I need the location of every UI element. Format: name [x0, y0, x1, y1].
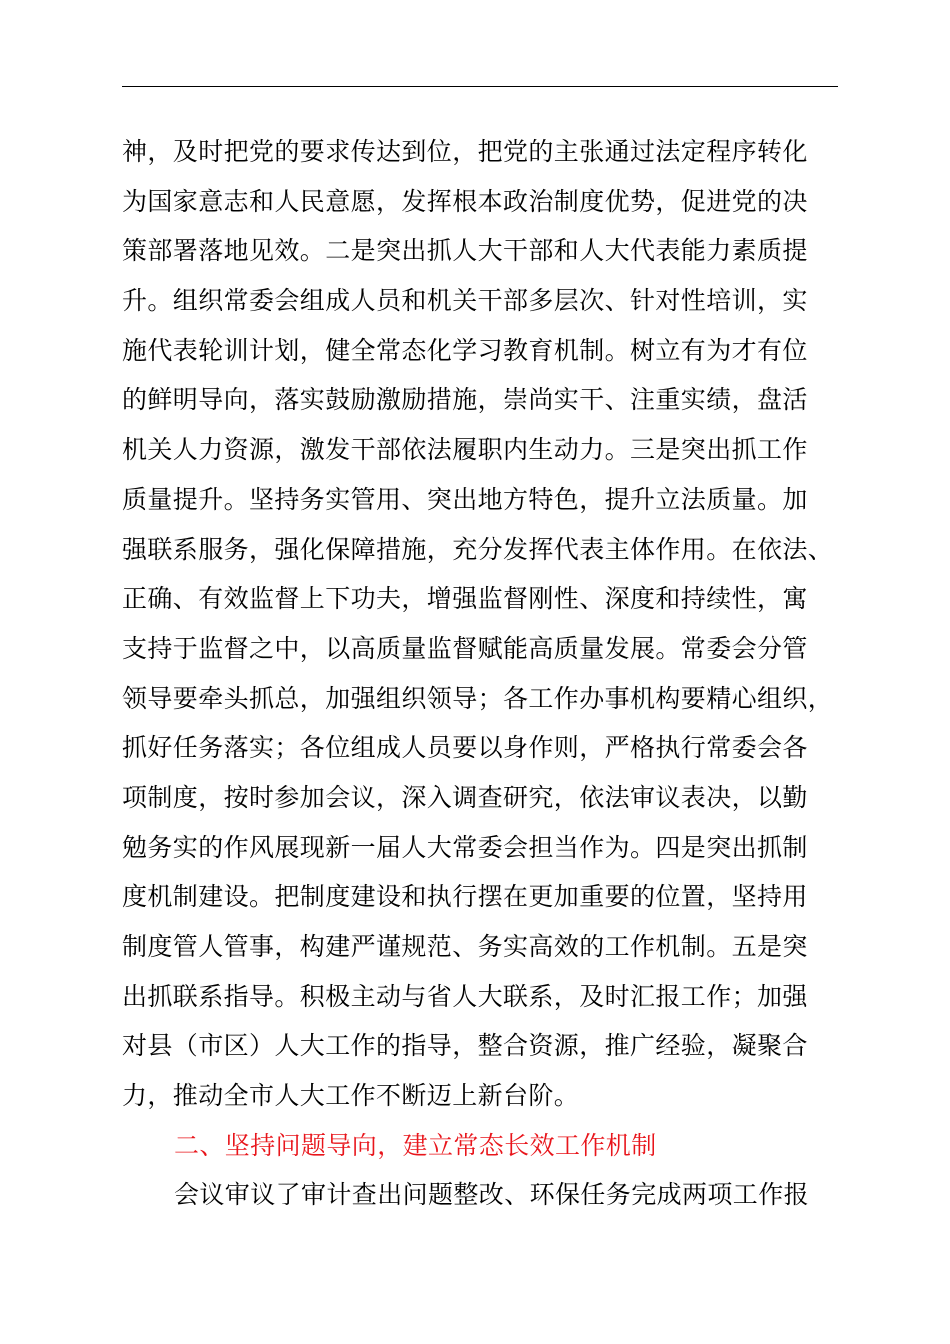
paragraph-line: 策部署落地见效。二是突出抓人大干部和人大代表能力素质提	[122, 236, 808, 266]
paragraph-line: 升。组织常委会组成人员和机关干部多层次、针对性培训，实	[122, 286, 808, 316]
paragraph-line: 的鲜明导向，落实鼓励激励措施，崇尚实干、注重实绩，盘活	[122, 385, 808, 415]
document-body	[122, 127, 838, 1220]
paragraph-line: 勉务实的作风展现新一届人大常委会担当作为。四是突出抓制	[122, 832, 808, 862]
paragraph-line: 出抓联系指导。积极主动与省人大联系，及时汇报工作；加强	[122, 981, 808, 1011]
paragraph-first-line: 会议审议了审计查出问题整改、环保任务完成两项工作报	[174, 1180, 810, 1210]
paragraph-line: 为国家意志和人民意愿，发挥根本政治制度优势，促进党的决	[122, 186, 808, 216]
section-heading: 二、坚持问题导向，建立常态长效工作机制	[174, 1130, 657, 1160]
paragraph-line: 强联系服务，强化保障措施，充分发挥代表主体作用。在依法、	[122, 534, 834, 564]
paragraph-line: 力，推动全市人大工作不断迈上新台阶。	[122, 1081, 580, 1111]
paragraph-line: 抓好任务落实；各位组成人员要以身作则，严格执行常委会各	[122, 733, 808, 763]
header-rule	[122, 86, 838, 87]
paragraph-line: 正确、有效监督上下功夫，增强监督刚性、深度和持续性，寓	[122, 584, 808, 614]
paragraph-line: 领导要牵头抓总，加强组织领导；各工作办事机构要精心组织，	[122, 683, 834, 713]
paragraph-line: 项制度，按时参加会议，深入调查研究，依法审议表决，以勤	[122, 782, 808, 812]
paragraph-line: 支持于监督之中，以高质量监督赋能高质量发展。常委会分管	[122, 633, 808, 663]
paragraph-line: 制度管人管事，构建严谨规范、务实高效的工作机制。五是突	[122, 932, 808, 961]
paragraph-line: 度机制建设。把制度建设和执行摆在更加重要的位置，坚持用	[122, 882, 808, 912]
paragraph-line: 施代表轮训计划，健全常态化学习教育机制。树立有为才有位	[122, 335, 808, 365]
paragraph-line: 质量提升。坚持务实管用、突出地方特色，提升立法质量。加	[122, 484, 808, 514]
paragraph-line: 对县（市区）人大工作的指导，整合资源，推广经验，凝聚合	[122, 1031, 808, 1061]
paragraph-line: 神，及时把党的要求传达到位，把党的主张通过法定程序转化	[122, 137, 808, 166]
paragraph-line: 机关人力资源，激发干部依法履职内生动力。三是突出抓工作	[122, 435, 808, 465]
